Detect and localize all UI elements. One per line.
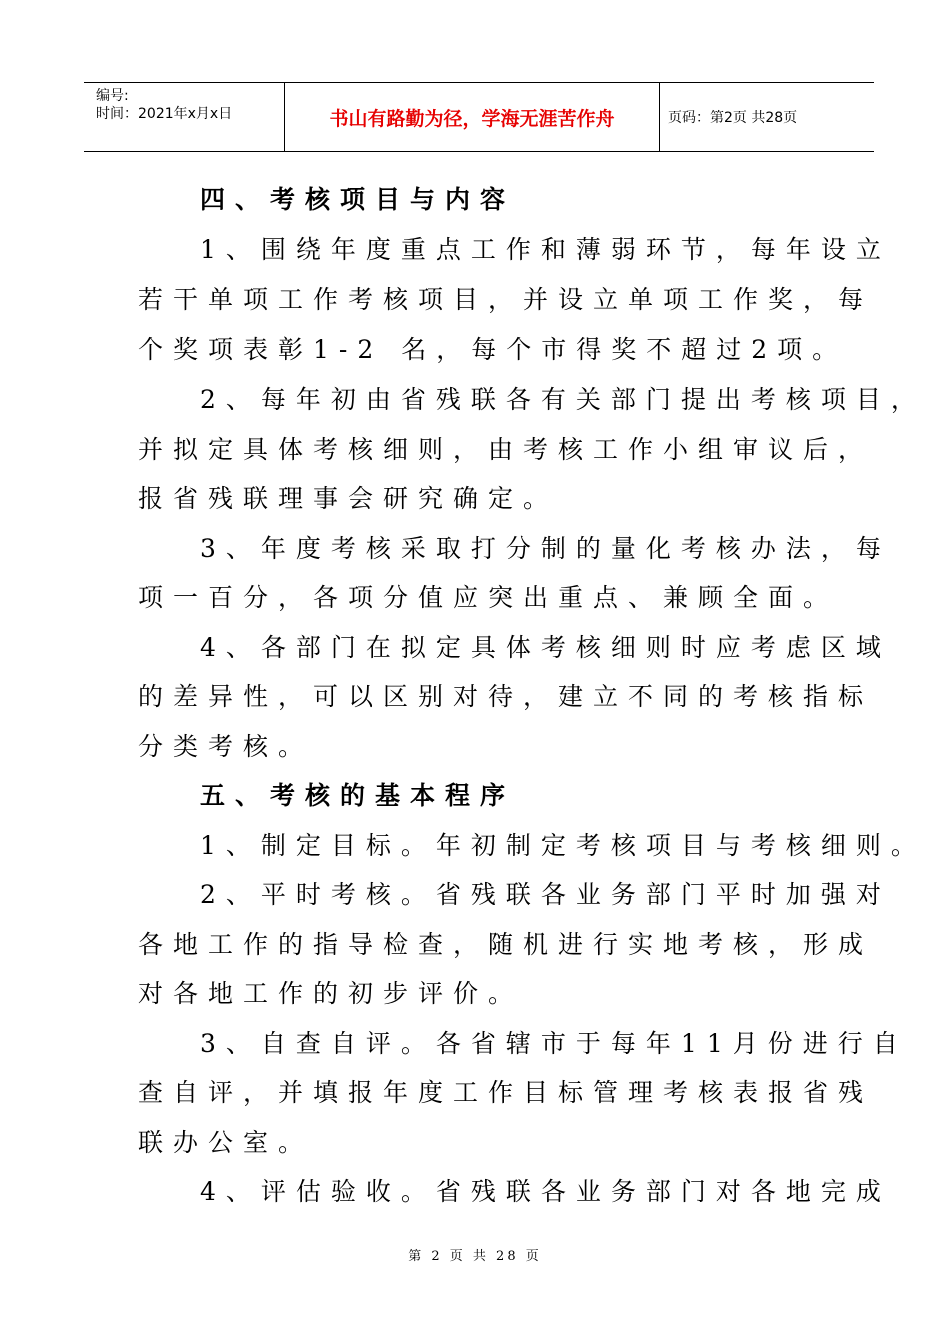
paragraph-line: 项一百分，各项分值应突出重点、兼顾全面。: [138, 583, 839, 612]
paragraph-line: 对各地工作的初步评价。: [138, 979, 524, 1008]
paragraph-line: 报省残联理事会研究确定。: [138, 484, 559, 513]
paragraph-line: 的差异性，可以区别对待，建立不同的考核指标: [138, 682, 874, 711]
paragraph-line: 4、各部门在拟定具体考核细则时应考虑区域: [200, 633, 891, 662]
header-page-info: 页码：第2页 共28页: [668, 110, 798, 126]
document-number-label: 编号:: [96, 88, 129, 104]
paragraph-line: 分类考核。: [138, 732, 314, 761]
paragraph-line: 1、制定目标。年初制定考核项目与考核细则。: [200, 831, 926, 860]
section-heading-4: 四、考核项目与内容: [200, 185, 516, 214]
paragraph-line: 3、年度考核采取打分制的量化考核办法，每: [200, 534, 891, 563]
paragraph-line: 2、每年初由省残联各有关部门提出考核项目，: [200, 385, 926, 414]
header-motto-cell: [284, 83, 660, 151]
paragraph-line: 并拟定具体考核细则，由考核工作小组审议后，: [138, 435, 874, 464]
paragraph-line: 联办公室。: [138, 1128, 314, 1157]
paragraph-line: 3、自查自评。各省辖市于每年11月份进行自: [200, 1029, 908, 1058]
document-time-label: 时间：2021年x月x日: [96, 106, 233, 122]
paragraph-line: 1、围绕年度重点工作和薄弱环节，每年设立: [200, 235, 891, 264]
header-page-cell: [660, 83, 874, 151]
section-heading-5: 五、考核的基本程序: [200, 781, 516, 810]
page-header: [84, 82, 874, 152]
header-motto: 书山有路勤为径，学海无涯苦作舟: [329, 107, 615, 130]
paragraph-line: 个奖项表彰1-2 名，每个市得奖不超过2项。: [138, 335, 848, 364]
paragraph-line: 4、评估验收。省残联各业务部门对各地完成: [200, 1177, 891, 1206]
paragraph-line: 各地工作的指导检查，随机进行实地考核，形成: [138, 930, 874, 959]
paragraph-line: 查自评，并填报年度工作目标管理考核表报省残: [138, 1078, 874, 1107]
paragraph-line: 若干单项工作考核项目，并设立单项工作奖，每: [138, 285, 874, 314]
page-footer: 第 2 页 共 28 页: [408, 1249, 542, 1264]
header-meta: [84, 83, 284, 151]
paragraph-line: 2、平时考核。省残联各业务部门平时加强对: [200, 880, 891, 909]
